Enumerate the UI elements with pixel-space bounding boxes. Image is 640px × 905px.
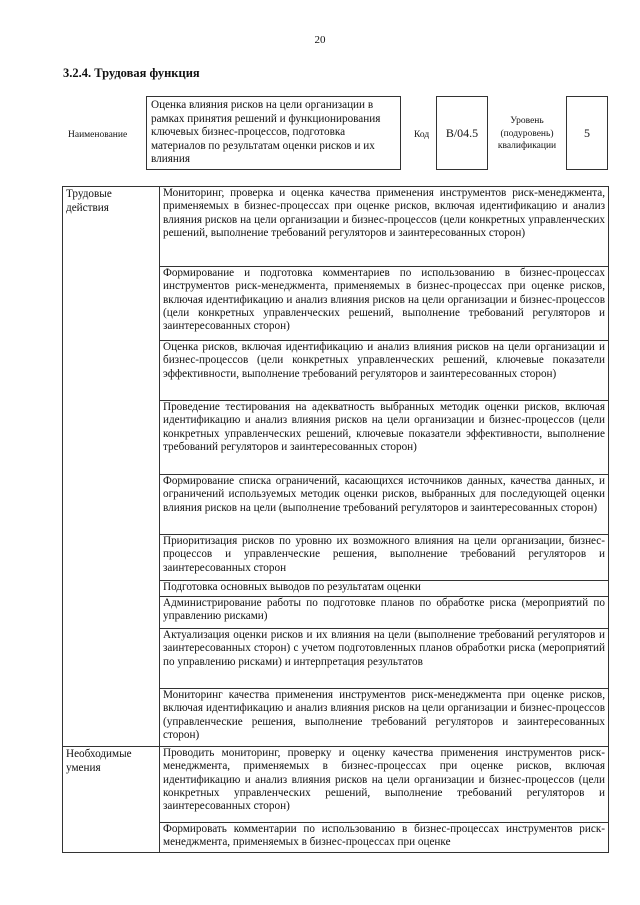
level-label: Уровень (подуровень) квалификации — [497, 116, 557, 151]
labor-action-item: Формирование списка ограничений, касающихся источников данных, качества данных, и ограничений используемых методик оценки рисков, выбранных для последующей оценки влияния рисков на цели (выполнение требований регуляторов и заинтересованных сторон) — [160, 475, 609, 535]
page-number: 20 — [314, 34, 326, 46]
required-skill-item: Проводить мониторинг, проверку и оценку качества применения инструментов риск-менеджмента, применяемых в бизнес-процессах при оценке рисков, включая идентификацию и анализ влияния рисков на цели организации и бизнес-процессов (цели конкретных управленческих решений, выполнение требований регуляторов и заинтересованных сторон) — [160, 747, 609, 823]
labor-action-item: Проведение тестирования на адекватность выбранных методик оценки рисков, включая идентификацию и анализ влияния рисков на цели организации и бизнес-процессов (цели конкретных управленческих решений, ключевые показатели эффективности, выполнение требований регуляторов и заинтересованных сторон) — [160, 401, 609, 475]
labor-action-item: Мониторинг качества применения инструментов риск-менеджмента при оценке рисков, включая идентификацию и анализ влияния рисков на цели организации и бизнес-процессов (управленческие решения, выполнение требований регуляторов и заинтересованных сторон) — [160, 689, 609, 747]
labor-action-item: Подготовка основных выводов по результатам оценки — [160, 581, 609, 597]
labor-action-item: Приоритизация рисков по уровню их возможного влияния на цели организации, бизнес-процессов и управленческие решения, выполнение требований регуляторов и заинтересованных сторон — [160, 535, 609, 581]
function-table — [62, 186, 609, 853]
labor-action-item: Формирование и подготовка комментариев по использованию в бизнес-процессах инструментов риск-менеджмента, применяемых в бизнес-процессах при оценке рисков, включая идентификацию и анализ влияния рисков на цели организации и бизнес-процессов (цели конкретных управленческих решений, выполнение требований регуляторов и заинтересованных сторон) — [160, 267, 609, 341]
name-label: Наименование — [68, 130, 128, 140]
labor-action-item: Мониторинг, проверка и оценка качества применения инструментов риск-менеджмента, применяемых в бизнес-процессах при оценке рисков, включая идентификацию и анализ влияния рисков на цели организации и бизнес-процессов (цели конкретных управленческих решений, выполнение требований регуляторов и заинтересованных сторон) — [160, 187, 609, 267]
labor-action-item: Администрирование работы по подготовке планов по обработке риска (мероприятий по управлению рисками) — [160, 597, 609, 629]
code-label: Код — [414, 130, 430, 140]
labor-action-item: Оценка рисков, включая идентификацию и анализ влияния рисков на цели организации и бизнес-процессов (цели конкретных управленческих решений, ключевые показатели эффективности, выполнение требований регуляторов и заинтересованных сторон) — [160, 341, 609, 401]
level-value: 5 — [566, 96, 608, 170]
required-skill-item: Формировать комментарии по использованию в бизнес-процессах инструментов риск-менеджмента, применяемых в бизнес-процессах при оценке — [160, 823, 609, 853]
function-name-value: Оценка влияния рисков на цели организации в рамках принятия решений и функционирования ключевых бизнес-процессов, подготовка материалов по результатам оценки рисков и их влияния — [146, 96, 401, 170]
table-row — [63, 747, 609, 823]
required-skills-label: Необходимые умения — [63, 747, 160, 853]
labor-actions-label: Трудовые действия — [63, 187, 160, 747]
code-value: B/04.5 — [436, 96, 488, 170]
section-title: 3.2.4. Трудовая функция — [63, 66, 200, 80]
labor-action-item: Актуализация оценки рисков и их влияния на цели (выполнение требований регуляторов и заинтересованных сторон) с учетом подготовленных планов обработки риска (мероприятий по управлению рисками) и интерпретация результатов — [160, 629, 609, 689]
table-row — [63, 187, 609, 267]
